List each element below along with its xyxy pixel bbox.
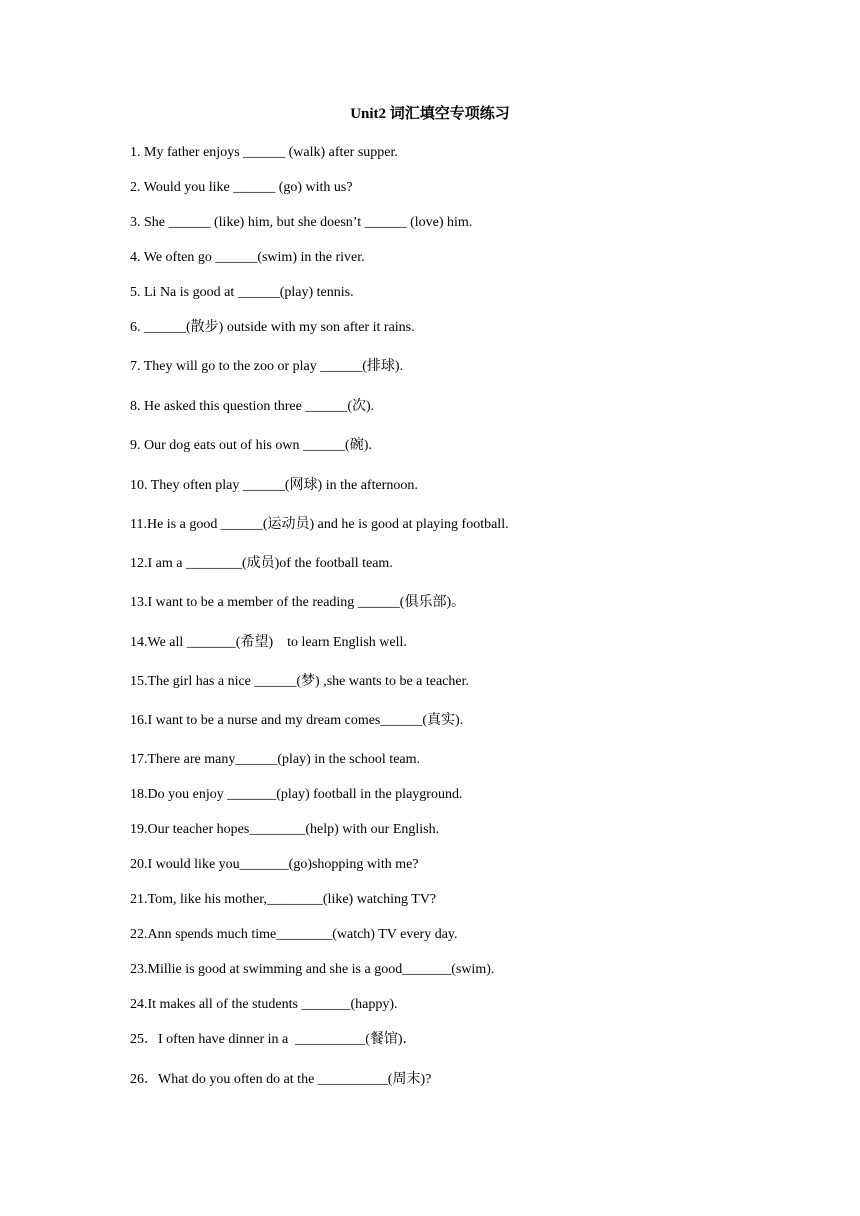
exercise-item-17: 17.There are many______(play) in the school team. xyxy=(130,752,421,767)
exercise-item-8: 8. He asked this question three ______(次). xyxy=(130,399,375,414)
exercise-item-15: 15.The girl has a nice ______(梦) ,she wants to be a teacher. xyxy=(130,674,470,689)
exercise-item-20: 20.I would like you_______(go)shopping with me? xyxy=(130,857,419,872)
exercise-item-19: 19.Our teacher hopes________(help) with our English. xyxy=(130,822,440,837)
exercise-item-7: 7. They will go to the zoo or play ______(排球). xyxy=(130,359,404,374)
exercise-item-1: 1. My father enjoys ______ (walk) after supper. xyxy=(130,145,398,160)
exercise-item-11: 11.He is a good ______(运动员) and he is good at playing football. xyxy=(130,517,509,532)
exercise-item-5: 5. Li Na is good at ______(play) tennis. xyxy=(130,285,354,300)
exercise-item-21: 21.Tom, like his mother,________(like) watching TV? xyxy=(130,892,437,907)
exercise-item-24: 24.It makes all of the students _______(happy). xyxy=(130,997,398,1012)
exercise-item-9: 9. Our dog eats out of his own ______(碗). xyxy=(130,438,372,453)
exercise-item-25: 25．I often have dinner in a __________(餐馆)． xyxy=(130,1032,417,1047)
exercise-item-12: 12.I am a ________(成员)of the football team. xyxy=(130,556,393,571)
exercise-item-6: 6. ______(散步) outside with my son after it rains. xyxy=(130,320,415,335)
exercise-item-18: 18.Do you enjoy _______(play) football in the playground. xyxy=(130,787,463,802)
exercise-item-23: 23.Millie is good at swimming and she is a good_______(swim). xyxy=(130,962,495,977)
exercise-item-14: 14.We all _______(希望) to learn English well. xyxy=(130,635,407,650)
exercise-item-3: 3. She ______ (like) him, but she doesn’t ______ (love) him. xyxy=(130,215,473,230)
exercise-item-2: 2. Would you like ______ (go) with us? xyxy=(130,180,353,195)
exercise-item-16: 16.I want to be a nurse and my dream comes______(真实). xyxy=(130,713,464,728)
exercise-item-10: 10. They often play ______(网球) in the afternoon. xyxy=(130,478,418,493)
exercise-item-4: 4. We often go ______(swim) in the river. xyxy=(130,250,365,265)
document-title: Unit2 词汇填空专项练习 xyxy=(350,106,510,122)
exercise-item-13: 13.I want to be a member of the reading ______(俱乐部)。 xyxy=(130,595,466,610)
exercise-item-22: 22.Ann spends much time________(watch) TV every day. xyxy=(130,927,458,942)
exercise-item-26: 26．What do you often do at the __________(周末)? xyxy=(130,1072,432,1087)
